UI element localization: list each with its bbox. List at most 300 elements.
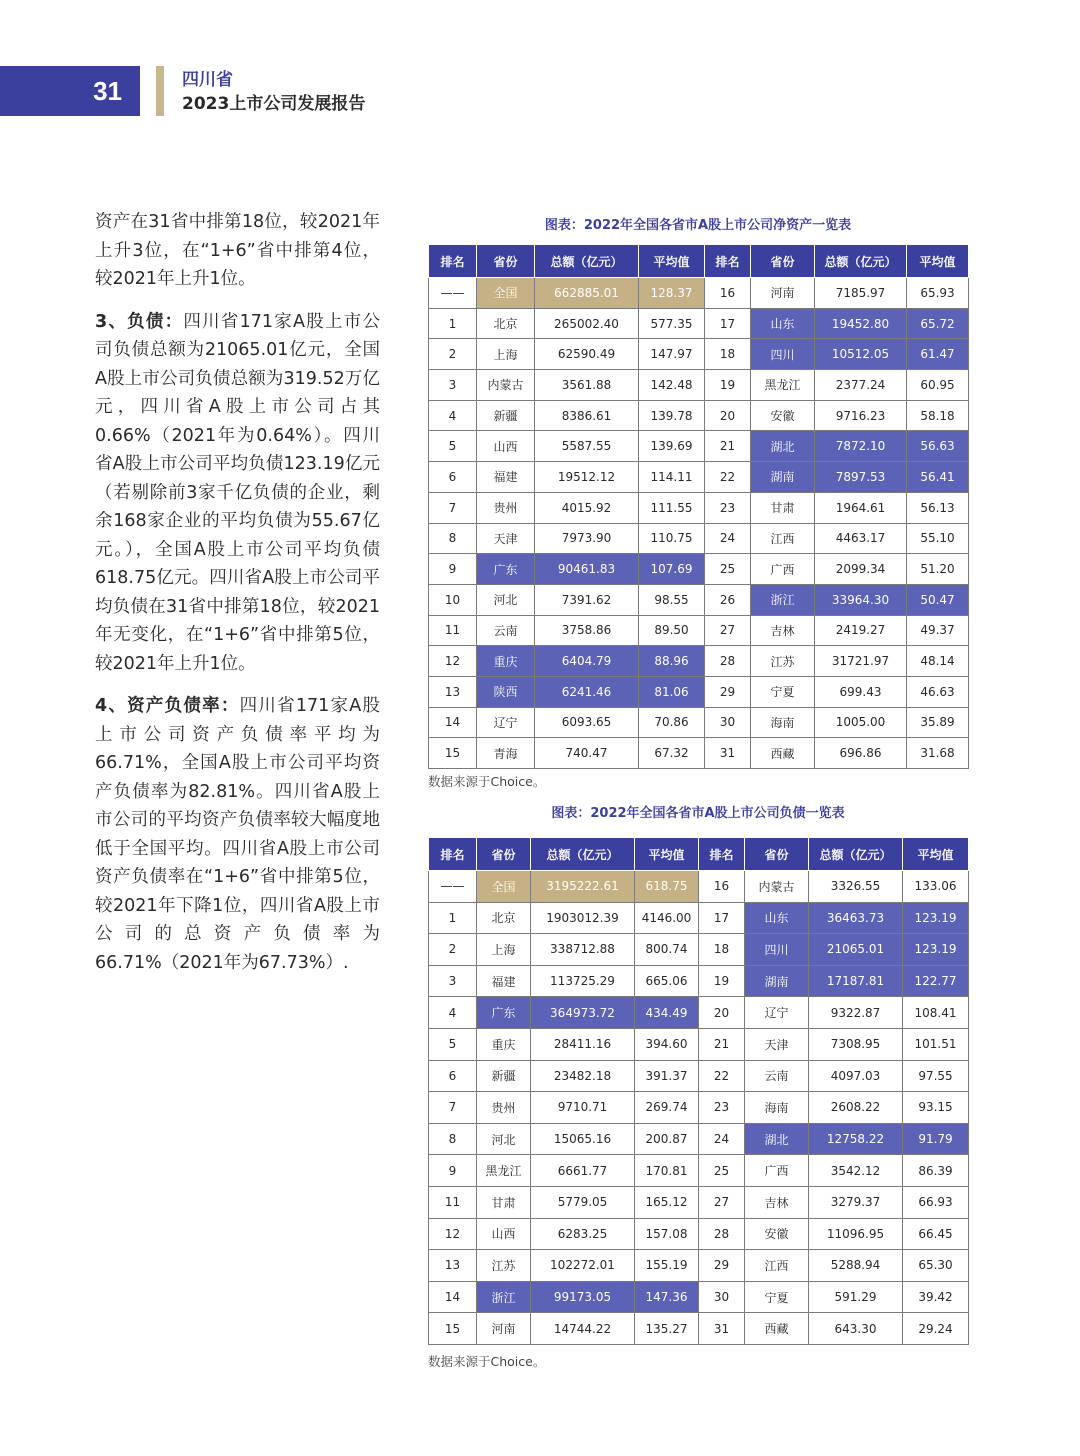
table-cell: 11 bbox=[429, 1186, 477, 1218]
table-cell: 51.20 bbox=[907, 554, 969, 585]
table-cell: 云南 bbox=[745, 1060, 809, 1092]
body-text-column bbox=[95, 208, 380, 991]
table-cell: 2 bbox=[429, 339, 477, 370]
table-cell: 29 bbox=[699, 1250, 745, 1282]
table-cell: 3542.12 bbox=[809, 1155, 903, 1187]
table-cell: 696.86 bbox=[815, 738, 907, 769]
column-header: 总额（亿元） bbox=[535, 245, 639, 278]
table-row bbox=[429, 1155, 969, 1187]
table-cell: 19 bbox=[705, 370, 751, 401]
table-cell: 7 bbox=[429, 492, 477, 523]
table-cell: 31.68 bbox=[907, 738, 969, 769]
table-cell: 内蒙古 bbox=[745, 871, 809, 903]
table-cell: 67.32 bbox=[639, 738, 705, 769]
table-cell: 12 bbox=[429, 1218, 477, 1250]
table-row bbox=[429, 492, 969, 523]
table-cell: 5 bbox=[429, 1028, 477, 1060]
table-cell: 15 bbox=[429, 1313, 477, 1345]
table-cell: 269.74 bbox=[635, 1092, 699, 1124]
table-cell: 93.15 bbox=[903, 1092, 969, 1124]
table-cell: 88.96 bbox=[639, 646, 705, 677]
table-cell: 3758.86 bbox=[535, 615, 639, 646]
table-cell: 8386.61 bbox=[535, 400, 639, 431]
table-cell: 123.19 bbox=[903, 934, 969, 966]
table-header-row bbox=[429, 838, 969, 871]
table-cell: 3 bbox=[429, 965, 477, 997]
table-cell: 4015.92 bbox=[535, 492, 639, 523]
table-cell: 黑龙江 bbox=[751, 370, 815, 401]
column-header: 省份 bbox=[477, 838, 531, 871]
table-cell: 全国 bbox=[477, 871, 531, 903]
table-cell: 山东 bbox=[751, 308, 815, 339]
table-cell: 河北 bbox=[477, 1123, 531, 1155]
table-cell: 5587.55 bbox=[535, 431, 639, 462]
table-cell: —— bbox=[429, 278, 477, 309]
table-cell: 15 bbox=[429, 738, 477, 769]
table-cell: 740.47 bbox=[535, 738, 639, 769]
table-cell: 17187.81 bbox=[809, 965, 903, 997]
table-row bbox=[429, 707, 969, 738]
column-header: 总额（亿元） bbox=[809, 838, 903, 871]
table-cell: 甘肃 bbox=[751, 492, 815, 523]
table-cell: 新疆 bbox=[477, 400, 535, 431]
table-cell: 31 bbox=[699, 1313, 745, 1345]
table-cell: 5288.94 bbox=[809, 1250, 903, 1282]
table-cell: 7391.62 bbox=[535, 584, 639, 615]
table-cell: 17 bbox=[705, 308, 751, 339]
table-cell: 157.08 bbox=[635, 1218, 699, 1250]
table-cell: 113725.29 bbox=[531, 965, 635, 997]
table-row bbox=[429, 400, 969, 431]
table-cell: 11096.95 bbox=[809, 1218, 903, 1250]
table-cell: 3326.55 bbox=[809, 871, 903, 903]
table-cell: 9716.23 bbox=[815, 400, 907, 431]
table-cell: 辽宁 bbox=[745, 997, 809, 1029]
table-cell: 31721.97 bbox=[815, 646, 907, 677]
table-cell: 2608.22 bbox=[809, 1092, 903, 1124]
table-cell: 6283.25 bbox=[531, 1218, 635, 1250]
table-row bbox=[429, 1060, 969, 1092]
table-cell: 20 bbox=[699, 997, 745, 1029]
table-cell: 28 bbox=[705, 646, 751, 677]
table-row bbox=[429, 676, 969, 707]
table-cell: 122.77 bbox=[903, 965, 969, 997]
table-cell: 61.47 bbox=[907, 339, 969, 370]
table-cell: 贵州 bbox=[477, 492, 535, 523]
table-cell: 浙江 bbox=[477, 1281, 531, 1313]
net-assets-source-note: 数据来源于Choice。 bbox=[428, 774, 546, 789]
table-cell: 35.89 bbox=[907, 707, 969, 738]
table-cell: 山西 bbox=[477, 1218, 531, 1250]
table-cell: 湖南 bbox=[751, 462, 815, 493]
table-cell: 81.06 bbox=[639, 676, 705, 707]
table-cell: 河南 bbox=[477, 1313, 531, 1345]
column-header: 总额（亿元） bbox=[815, 245, 907, 278]
table-cell: 24 bbox=[699, 1123, 745, 1155]
table-cell: 广西 bbox=[751, 554, 815, 585]
table-cell: 21065.01 bbox=[809, 934, 903, 966]
table-cell: 391.37 bbox=[635, 1060, 699, 1092]
table-row bbox=[429, 1186, 969, 1218]
table-cell: 29 bbox=[705, 676, 751, 707]
table-row bbox=[429, 1313, 969, 1345]
table-cell: 133.06 bbox=[903, 871, 969, 903]
table-cell: 13 bbox=[429, 1250, 477, 1282]
table-cell: 贵州 bbox=[477, 1092, 531, 1124]
table-cell: 139.69 bbox=[639, 431, 705, 462]
page-number-badge bbox=[0, 66, 140, 116]
table-cell: 114.11 bbox=[639, 462, 705, 493]
table-cell: 青海 bbox=[477, 738, 535, 769]
table-cell: 25 bbox=[699, 1155, 745, 1187]
table-row bbox=[429, 965, 969, 997]
report-header bbox=[182, 68, 365, 116]
table-cell: 147.36 bbox=[635, 1281, 699, 1313]
paragraph-debt-ratio bbox=[95, 692, 380, 977]
table-cell: 29.24 bbox=[903, 1313, 969, 1345]
table-cell: 西藏 bbox=[751, 738, 815, 769]
table-cell: 北京 bbox=[477, 308, 535, 339]
table-cell: 12 bbox=[429, 646, 477, 677]
paragraph-assets-rank: 资产在31省中排第18位，较2021年上升3位，在“1+6”省中排第4位，较2021年上升1位。 bbox=[95, 212, 380, 289]
table-cell: 30 bbox=[699, 1281, 745, 1313]
header-divider bbox=[156, 66, 164, 116]
table-cell: 39.42 bbox=[903, 1281, 969, 1313]
table-cell: 89.50 bbox=[639, 615, 705, 646]
table-cell: 21 bbox=[699, 1028, 745, 1060]
table-cell: 6093.65 bbox=[535, 707, 639, 738]
table-cell: 福建 bbox=[477, 965, 531, 997]
column-header: 排名 bbox=[429, 838, 477, 871]
table-cell: 19452.80 bbox=[815, 308, 907, 339]
table-cell: 四川 bbox=[745, 934, 809, 966]
table-cell: 46.63 bbox=[907, 676, 969, 707]
table-cell: 19512.12 bbox=[535, 462, 639, 493]
table-cell: 591.29 bbox=[809, 1281, 903, 1313]
table-cell: 18 bbox=[705, 339, 751, 370]
table-cell: 147.97 bbox=[639, 339, 705, 370]
table-cell: 安徽 bbox=[745, 1218, 809, 1250]
table-cell: 27 bbox=[699, 1186, 745, 1218]
table-cell: 155.19 bbox=[635, 1250, 699, 1282]
table-cell: 699.43 bbox=[815, 676, 907, 707]
table-cell: 7897.53 bbox=[815, 462, 907, 493]
table-cell: 170.81 bbox=[635, 1155, 699, 1187]
table-cell: 7308.95 bbox=[809, 1028, 903, 1060]
table-cell: 河北 bbox=[477, 584, 535, 615]
header-title-line2: 2023上市公司发展报告 bbox=[182, 94, 366, 114]
table-cell: 全国 bbox=[477, 278, 535, 309]
table-cell: 65.30 bbox=[903, 1250, 969, 1282]
table-cell: 海南 bbox=[751, 707, 815, 738]
table-row bbox=[429, 646, 969, 677]
table-cell: 49.37 bbox=[907, 615, 969, 646]
table-cell: 西藏 bbox=[745, 1313, 809, 1345]
table-cell: 1903012.39 bbox=[531, 902, 635, 934]
table-row bbox=[429, 1250, 969, 1282]
table-cell: 15065.16 bbox=[531, 1123, 635, 1155]
table-cell: 14744.22 bbox=[531, 1313, 635, 1345]
table-cell: 86.39 bbox=[903, 1155, 969, 1187]
table-row bbox=[429, 997, 969, 1029]
table-cell: 98.55 bbox=[639, 584, 705, 615]
table-row bbox=[429, 934, 969, 966]
table-row bbox=[429, 1092, 969, 1124]
table-cell: 62590.49 bbox=[535, 339, 639, 370]
table-cell: 16 bbox=[699, 871, 745, 903]
table-row bbox=[429, 554, 969, 585]
table-row bbox=[429, 370, 969, 401]
table-cell: 33964.30 bbox=[815, 584, 907, 615]
table-cell: 广东 bbox=[477, 997, 531, 1029]
table-cell: 111.55 bbox=[639, 492, 705, 523]
table-cell: 海南 bbox=[745, 1092, 809, 1124]
table-cell: 5779.05 bbox=[531, 1186, 635, 1218]
table-cell: 99173.05 bbox=[531, 1281, 635, 1313]
table-cell: 3 bbox=[429, 370, 477, 401]
table-cell: 23 bbox=[699, 1092, 745, 1124]
column-header: 排名 bbox=[429, 245, 477, 278]
column-header: 省份 bbox=[477, 245, 535, 278]
column-header: 排名 bbox=[699, 838, 745, 871]
table-cell: 265002.40 bbox=[535, 308, 639, 339]
table-cell: 宁夏 bbox=[751, 676, 815, 707]
table-cell: 四川 bbox=[751, 339, 815, 370]
table-cell: 4097.03 bbox=[809, 1060, 903, 1092]
column-header: 总额（亿元） bbox=[531, 838, 635, 871]
table-cell: 618.75 bbox=[635, 871, 699, 903]
table-cell: 58.18 bbox=[907, 400, 969, 431]
table-cell: 12758.22 bbox=[809, 1123, 903, 1155]
table-cell: 4463.17 bbox=[815, 523, 907, 554]
table-cell: 1964.61 bbox=[815, 492, 907, 523]
column-header: 平均值 bbox=[907, 245, 969, 278]
table-row bbox=[429, 1028, 969, 1060]
table-cell: 陕西 bbox=[477, 676, 535, 707]
table-cell: 福建 bbox=[477, 462, 535, 493]
table-cell: 江苏 bbox=[751, 646, 815, 677]
table-cell: 338712.88 bbox=[531, 934, 635, 966]
table-cell: 434.49 bbox=[635, 997, 699, 1029]
table-cell: 108.41 bbox=[903, 997, 969, 1029]
table-cell: 吉林 bbox=[751, 615, 815, 646]
table-cell: 31 bbox=[705, 738, 751, 769]
table-cell: 97.55 bbox=[903, 1060, 969, 1092]
header-title-line1: 四川省 bbox=[182, 70, 233, 90]
table-cell: 7 bbox=[429, 1092, 477, 1124]
liabilities-text: 四川省171家A股上市公司负债总额为21065.01亿元，全国A股上市公司负债总额为319.52万亿元，四川省A股上市公司占其0.66%（2021年为0.64%）。四川省A股上市公司平均负债123.19亿元（若剔除前3家千亿负债的企业，剩余168家企业的平均负债为55.67亿元。），全国A股上市公司平均负债618.75亿元。四川省A股上市公司平均负债在31省中排第18位，较2021年无变化，在“1+6”省中排第5位，较2021年上升1位。 bbox=[95, 311, 380, 674]
table-cell: 2099.34 bbox=[815, 554, 907, 585]
table-cell: 9 bbox=[429, 1155, 477, 1187]
table-cell: 云南 bbox=[477, 615, 535, 646]
table-cell: 甘肃 bbox=[477, 1186, 531, 1218]
table-cell: 4 bbox=[429, 400, 477, 431]
table-cell: 65.93 bbox=[907, 278, 969, 309]
table-row bbox=[429, 308, 969, 339]
table-cell: 394.60 bbox=[635, 1028, 699, 1060]
debt-ratio-text: 四川省171家A股上市公司资产负债率平均为66.71%，全国A股上市公司平均资产负债率为82.81%。四川省A股上市公司的平均资产负债率较大幅度地低于全国平均。四川省A股上市公司资产负债率在“1+6”省中排第5位，较2021年下降1位，四川省A股上市公司的总资产负债率为66.71%（2021年为67.73%）. bbox=[95, 696, 380, 973]
liabilities-heading: 3、负债： bbox=[95, 311, 184, 332]
table-cell: 36463.73 bbox=[809, 902, 903, 934]
table-cell: 800.74 bbox=[635, 934, 699, 966]
table-cell: 4146.00 bbox=[635, 902, 699, 934]
table-row bbox=[429, 738, 969, 769]
table-cell: 22 bbox=[699, 1060, 745, 1092]
table-cell: 14 bbox=[429, 707, 477, 738]
table-cell: 19 bbox=[699, 965, 745, 997]
table-cell: —— bbox=[429, 871, 477, 903]
table-cell: 66.93 bbox=[903, 1186, 969, 1218]
table-cell: 1 bbox=[429, 308, 477, 339]
table-cell: 65.72 bbox=[907, 308, 969, 339]
table-cell: 28411.16 bbox=[531, 1028, 635, 1060]
table-cell: 重庆 bbox=[477, 1028, 531, 1060]
debt-ratio-heading: 4、资产负债率： bbox=[95, 696, 240, 716]
table-cell: 90461.83 bbox=[535, 554, 639, 585]
table-cell: 11 bbox=[429, 615, 477, 646]
table-cell: 7973.90 bbox=[535, 523, 639, 554]
table-cell: 13 bbox=[429, 676, 477, 707]
table-cell: 10 bbox=[429, 584, 477, 615]
table-cell: 3279.37 bbox=[809, 1186, 903, 1218]
table-cell: 2419.27 bbox=[815, 615, 907, 646]
table-cell: 17 bbox=[699, 902, 745, 934]
table-cell: 577.35 bbox=[639, 308, 705, 339]
table-cell: 湖北 bbox=[745, 1123, 809, 1155]
table-cell: 364973.72 bbox=[531, 997, 635, 1029]
table-cell: 广西 bbox=[745, 1155, 809, 1187]
paragraph-liabilities bbox=[95, 308, 380, 679]
table-cell: 25 bbox=[705, 554, 751, 585]
table-cell: 665.06 bbox=[635, 965, 699, 997]
liabilities-table-title: 图表：2022年全国各省市A股上市公司负债一览表 bbox=[551, 806, 845, 821]
table-cell: 20 bbox=[705, 400, 751, 431]
table-cell: 102272.01 bbox=[531, 1250, 635, 1282]
column-header: 平均值 bbox=[639, 245, 705, 278]
table-cell: 山东 bbox=[745, 902, 809, 934]
table-cell: 10512.05 bbox=[815, 339, 907, 370]
table-cell: 128.37 bbox=[639, 278, 705, 309]
table-cell: 26 bbox=[705, 584, 751, 615]
table-cell: 北京 bbox=[477, 902, 531, 934]
column-header: 省份 bbox=[745, 838, 809, 871]
table-cell: 123.19 bbox=[903, 902, 969, 934]
table-cell: 新疆 bbox=[477, 1060, 531, 1092]
table-cell: 3561.88 bbox=[535, 370, 639, 401]
table-cell: 黑龙江 bbox=[477, 1155, 531, 1187]
table-cell: 天津 bbox=[477, 523, 535, 554]
table-cell: 6404.79 bbox=[535, 646, 639, 677]
table-cell: 吉林 bbox=[745, 1186, 809, 1218]
table-cell: 河南 bbox=[751, 278, 815, 309]
table-cell: 4 bbox=[429, 997, 477, 1029]
table-row bbox=[429, 523, 969, 554]
table-cell: 23482.18 bbox=[531, 1060, 635, 1092]
table-row bbox=[429, 339, 969, 370]
table-cell: 江苏 bbox=[477, 1250, 531, 1282]
table-cell: 天津 bbox=[745, 1028, 809, 1060]
table-cell: 浙江 bbox=[751, 584, 815, 615]
table-cell: 110.75 bbox=[639, 523, 705, 554]
table-cell: 6 bbox=[429, 1060, 477, 1092]
table-cell: 28 bbox=[699, 1218, 745, 1250]
table-row bbox=[429, 584, 969, 615]
table-cell: 200.87 bbox=[635, 1123, 699, 1155]
table-cell: 142.48 bbox=[639, 370, 705, 401]
table-cell: 重庆 bbox=[477, 646, 535, 677]
table-cell: 135.27 bbox=[635, 1313, 699, 1345]
table-row bbox=[429, 278, 969, 309]
liabilities-table bbox=[428, 837, 969, 1345]
table-row bbox=[429, 1123, 969, 1155]
net-assets-table bbox=[428, 244, 969, 769]
table-cell: 宁夏 bbox=[745, 1281, 809, 1313]
table-row bbox=[429, 1281, 969, 1313]
table-cell: 22 bbox=[705, 462, 751, 493]
table-cell: 江西 bbox=[751, 523, 815, 554]
table-cell: 16 bbox=[705, 278, 751, 309]
table-cell: 66.45 bbox=[903, 1218, 969, 1250]
table-cell: 24 bbox=[705, 523, 751, 554]
table-cell: 5 bbox=[429, 431, 477, 462]
table-row bbox=[429, 462, 969, 493]
table-cell: 1005.00 bbox=[815, 707, 907, 738]
table-cell: 21 bbox=[705, 431, 751, 462]
table-cell: 6661.77 bbox=[531, 1155, 635, 1187]
table-cell: 70.86 bbox=[639, 707, 705, 738]
column-header: 平均值 bbox=[903, 838, 969, 871]
table-row bbox=[429, 431, 969, 462]
table-cell: 60.95 bbox=[907, 370, 969, 401]
table-cell: 湖南 bbox=[745, 965, 809, 997]
table-cell: 9710.71 bbox=[531, 1092, 635, 1124]
table-cell: 56.41 bbox=[907, 462, 969, 493]
table-cell: 7872.10 bbox=[815, 431, 907, 462]
table-row bbox=[429, 615, 969, 646]
table-cell: 7185.97 bbox=[815, 278, 907, 309]
table-cell: 山西 bbox=[477, 431, 535, 462]
table-cell: 55.10 bbox=[907, 523, 969, 554]
table-cell: 50.47 bbox=[907, 584, 969, 615]
table-cell: 18 bbox=[699, 934, 745, 966]
table-cell: 8 bbox=[429, 523, 477, 554]
table-cell: 江西 bbox=[745, 1250, 809, 1282]
table-cell: 广东 bbox=[477, 554, 535, 585]
net-assets-table-title: 图表：2022年全国各省市A股上市公司净资产一览表 bbox=[544, 218, 852, 233]
table-cell: 内蒙古 bbox=[477, 370, 535, 401]
table-cell: 48.14 bbox=[907, 646, 969, 677]
column-header: 排名 bbox=[705, 245, 751, 278]
table-cell: 2377.24 bbox=[815, 370, 907, 401]
table-cell: 56.13 bbox=[907, 492, 969, 523]
table-cell: 8 bbox=[429, 1123, 477, 1155]
table-cell: 6241.46 bbox=[535, 676, 639, 707]
table-cell: 27 bbox=[705, 615, 751, 646]
table-cell: 6 bbox=[429, 462, 477, 493]
table-cell: 101.51 bbox=[903, 1028, 969, 1060]
table-cell: 56.63 bbox=[907, 431, 969, 462]
liabilities-source-note: 数据来源于Choice。 bbox=[428, 1354, 546, 1369]
table-cell: 662885.01 bbox=[535, 278, 639, 309]
table-cell: 30 bbox=[705, 707, 751, 738]
table-cell: 上海 bbox=[477, 934, 531, 966]
table-cell: 91.79 bbox=[903, 1123, 969, 1155]
table-cell: 上海 bbox=[477, 339, 535, 370]
table-row bbox=[429, 902, 969, 934]
table-cell: 165.12 bbox=[635, 1186, 699, 1218]
table-cell: 3195222.61 bbox=[531, 871, 635, 903]
table-cell: 9322.87 bbox=[809, 997, 903, 1029]
